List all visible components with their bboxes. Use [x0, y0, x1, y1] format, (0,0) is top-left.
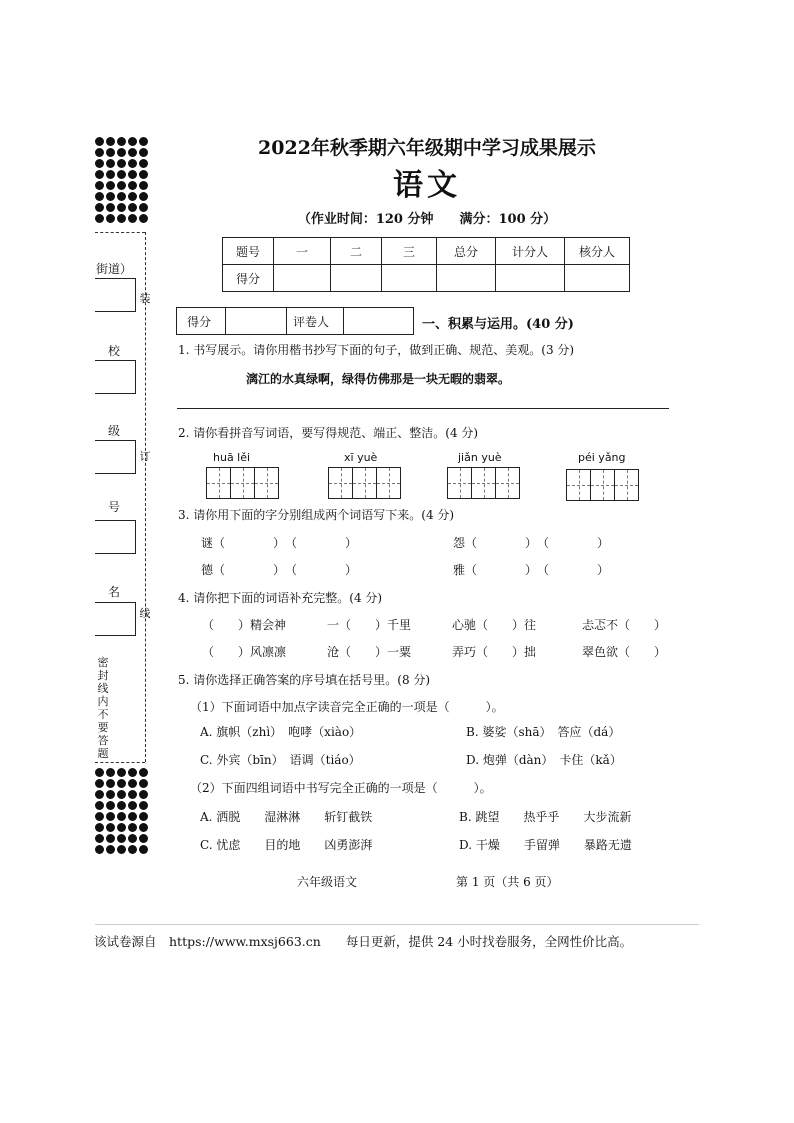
- field-class-box[interactable]: [95, 440, 136, 474]
- q3-item: 德（ ） （ ）: [201, 563, 358, 577]
- q3-item: 谜（ ） （ ）: [201, 536, 358, 550]
- q3-text: 3. 请你用下面的字分别组成两个词语写下来。(4 分): [178, 508, 455, 522]
- field-class-label: 级: [108, 424, 121, 438]
- binding-dot: [106, 823, 115, 832]
- q4-item: 弄巧（ ）拙: [452, 645, 537, 659]
- q4-item: 翠色欲（ ）: [582, 645, 667, 659]
- q2-writing-grid-2[interactable]: [328, 467, 401, 499]
- score-cell[interactable]: [331, 265, 382, 292]
- q4-item: （ ）风凛凛: [202, 645, 287, 659]
- binding-dot: [95, 823, 104, 832]
- score-cell[interactable]: [437, 265, 496, 292]
- score-header-cell: 总分: [437, 238, 496, 265]
- binding-dot: [117, 834, 126, 843]
- source-banner: 该试卷源自 https://www.mxsj663.cn 每日更新，提供 24 小时找卷服务，全网性价比高。: [94, 934, 633, 949]
- binding-dot: [139, 812, 148, 821]
- binding-dot: [139, 801, 148, 810]
- binding-dot: [106, 790, 115, 799]
- field-school-box[interactable]: [95, 360, 136, 394]
- binding-dot: [139, 768, 148, 777]
- score-header-cell: 三: [382, 238, 437, 265]
- q1-answer-line[interactable]: [177, 408, 669, 409]
- binding-line-top: [95, 232, 145, 233]
- field-number-label: 号: [108, 500, 121, 514]
- q3-item: 雅（ ） （ ）: [453, 563, 610, 577]
- q1-text: 1. 书写展示。请你用楷书抄写下面的句子，做到正确、规范、美观。(3 分): [178, 343, 575, 357]
- binding-dot: [95, 779, 104, 788]
- field-name-label: 名: [108, 585, 121, 599]
- page-footer-subject: 六年级语文: [297, 875, 358, 889]
- section1-score-cell[interactable]: [225, 308, 287, 334]
- section1-score-label: 得分: [187, 315, 212, 329]
- exam-title: 2022年秋季期六年级期中学习成果展示: [258, 137, 596, 159]
- q5-sub1-option: C. 外宾（bīn） 语调（tiáo）: [200, 753, 361, 767]
- binding-notice: 密封线内不要答题: [97, 656, 109, 760]
- binding-dot: [117, 823, 126, 832]
- q4-item: 一（ ）千里: [327, 618, 412, 632]
- binding-dot: [117, 845, 126, 854]
- q5-text: 5. 请你选择正确答案的序号填在括号里。(8 分): [178, 673, 431, 687]
- score-header-cell: 一: [274, 238, 331, 265]
- q2-pinyin-2: xī yuè: [344, 451, 378, 464]
- q5-sub2-option: D. 干燥 手留弹 暴路无遗: [459, 838, 632, 852]
- source-banner-divider: [95, 924, 699, 925]
- score-cell[interactable]: [496, 265, 565, 292]
- binding-dot: [106, 845, 115, 854]
- q4-item: 忐忑不（ ）: [582, 618, 667, 632]
- q5-sub2-stem: （2）下面四组词语中书写完全正确的一项是（ ）。: [190, 781, 492, 795]
- field-school-label: 校: [108, 344, 121, 358]
- binding-dot: [139, 779, 148, 788]
- binding-dot: [128, 845, 137, 854]
- score-cell[interactable]: [565, 265, 630, 292]
- binding-dot: [139, 845, 148, 854]
- q5-sub2-option: C. 忧虑 目的地 凶勇澎湃: [200, 838, 373, 852]
- score-header-cell: 二: [331, 238, 382, 265]
- score-row-label: 得分: [223, 265, 274, 292]
- binding-dot: [128, 779, 137, 788]
- binding-dot: [117, 779, 126, 788]
- section1-reviewer-cell[interactable]: [343, 308, 414, 334]
- q3-item: 怨（ ） （ ）: [453, 536, 610, 550]
- section1-title: 一、积累与运用。(40 分): [422, 317, 574, 332]
- binding-dot: [95, 834, 104, 843]
- score-table-score-row: [223, 265, 630, 292]
- binding-dot: [106, 812, 115, 821]
- binding-dot: [128, 768, 137, 777]
- q4-item: 心驰（ ）往: [452, 618, 537, 632]
- binding-dot: [106, 834, 115, 843]
- binding-dot: [139, 834, 148, 843]
- section1-score-box: [176, 307, 414, 335]
- binding-dot: [128, 834, 137, 843]
- q5-sub1-stem: （1）下面词语中加点字读音完全正确的一项是（ ）。: [190, 700, 504, 714]
- page-footer-number: 第 1 页（共 6 页）: [456, 875, 559, 889]
- q1-sentence: 漓江的水真绿啊，绿得仿佛那是一块无暇的翡翠。: [246, 372, 511, 386]
- binding-dot: [139, 790, 148, 799]
- binding-dot: [117, 812, 126, 821]
- binding-dot: [95, 812, 104, 821]
- q5-sub1-option: D. 炮弹（dàn） 卡住（kǎ）: [466, 753, 622, 767]
- field-street-box[interactable]: [95, 278, 136, 312]
- score-header-cell: 题号: [223, 238, 274, 265]
- subject-title: 语文: [393, 168, 461, 203]
- binding-dot: [106, 779, 115, 788]
- binding-dot: [128, 812, 137, 821]
- binding-dot: [128, 823, 137, 832]
- field-number-box[interactable]: [95, 520, 136, 554]
- binding-dots-bottom: [95, 768, 147, 854]
- q5-sub1-option: B. 婆娑（shā） 答应（dá）: [466, 725, 621, 739]
- q2-writing-grid-3[interactable]: [447, 467, 520, 499]
- score-table-header-row: [223, 238, 630, 265]
- binding-mark-zhuang: 装: [139, 292, 151, 305]
- binding-dot: [106, 768, 115, 777]
- binding-dot: [128, 801, 137, 810]
- q2-writing-grid-1[interactable]: [206, 467, 279, 499]
- q2-pinyin-3: jiǎn yuè: [458, 451, 502, 464]
- binding-dot: [95, 768, 104, 777]
- binding-dot: [117, 768, 126, 777]
- binding-dot: [95, 845, 104, 854]
- q2-pinyin-1: huā lěi: [213, 451, 251, 464]
- q4-text: 4. 请你把下面的词语补充完整。(4 分): [178, 591, 383, 605]
- score-header-cell: 计分人: [496, 238, 565, 265]
- binding-mark-xian: 线: [139, 607, 151, 620]
- binding-mark-ding: 订: [139, 450, 151, 463]
- score-table: [222, 237, 630, 292]
- binding-dot: [95, 790, 104, 799]
- binding-dot: [106, 801, 115, 810]
- q4-item: （ ）精会神: [202, 618, 287, 632]
- field-name-box[interactable]: [95, 602, 136, 636]
- q2-pinyin-4: péi yǎng: [578, 451, 626, 464]
- section1-reviewer-label: 评卷人: [293, 315, 330, 329]
- binding-line: [145, 232, 146, 762]
- q2-text: 2. 请你看拼音写词语，要写得规范、端正、整洁。(4 分): [178, 426, 479, 440]
- exam-info: （作业时间：120 分钟 满分：100 分）: [297, 212, 557, 227]
- q4-item: 沧（ ）一粟: [327, 645, 412, 659]
- binding-dot: [117, 790, 126, 799]
- binding-dot: [128, 790, 137, 799]
- binding-dot: [139, 823, 148, 832]
- score-cell[interactable]: [382, 265, 437, 292]
- binding-dot: [117, 801, 126, 810]
- q5-sub2-option: A. 洒脱 湿淋淋 斩钉截铁: [200, 810, 373, 824]
- q2-writing-grid-4[interactable]: [566, 469, 639, 501]
- score-cell[interactable]: [274, 265, 331, 292]
- binding-line-bottom: [95, 762, 145, 763]
- score-header-cell: 核分人: [565, 238, 630, 265]
- q5-sub2-option: B. 跳望 热乎乎 大步流新: [459, 810, 632, 824]
- binding-dot: [95, 801, 104, 810]
- q5-sub1-option: A. 旗帜（zhì） 咆哮（xiào）: [200, 725, 362, 739]
- field-street-label: 街道）: [96, 262, 133, 276]
